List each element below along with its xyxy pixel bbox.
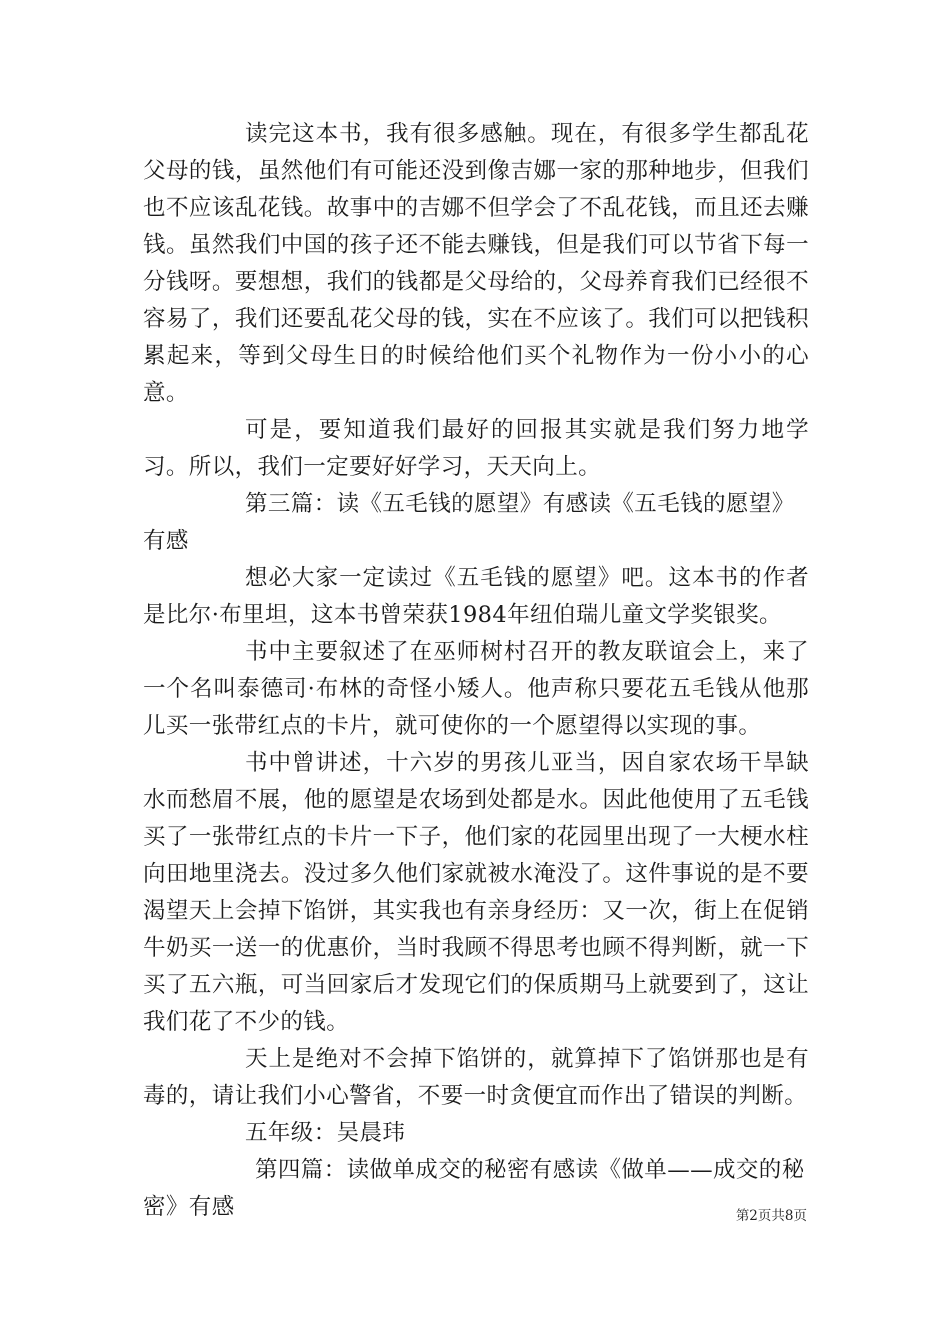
paragraph-lesson: 天上是绝对不会掉下馅饼的，就算掉下了馅饼那也是有毒的，请让我们小心警省，不要一时贪便宜而作出了错误的判断。 xyxy=(143,1046,809,1109)
paragraph-reflection: 读完这本书，我有很多感触。现在，有很多学生都乱花父母的钱，虽然他们有可能还没到像吉娜一家的那种地步，但我们也不应该乱花钱。故事中的吉娜不但学会了不乱花钱，而且还去赚钱。虽然我们中国的孩子还不能去赚钱，但是我们可以节省下每一分钱呀。要想想，我们的钱都是父母给的，父母养育我们已经很不容易了，我们还要乱花父母的钱，实在不应该了。我们可以把钱积累起来，等到父母生日的时候给他们买个礼物作为一份小小的心意。 xyxy=(143,121,809,406)
page-number: 第2页共8页 xyxy=(735,1208,807,1224)
paragraph-conclusion: 可是，要知道我们最好的回报其实就是我们努力地学习。所以，我们一定要好好学习，天天向上。 xyxy=(143,417,809,480)
section-heading-part-three: 第三篇：读《五毛钱的愿望》有感读《五毛钱的愿望》有感 xyxy=(143,491,795,554)
paragraph-plot-summary: 书中主要叙述了在巫师树村召开的教友联谊会上，来了一个名叫泰德司·布林的奇怪小矮人。他声称只要花五毛钱从他那儿买一张带红点的卡片，就可使你的一个愿望得以实现的事。 xyxy=(143,639,809,739)
paragraph-intro: 想必大家一定读过《五毛钱的愿望》吧。这本书的作者是比尔·布里坦，这本书曾荣获1984年纽伯瑞儿童文学奖银奖。 xyxy=(143,565,809,628)
document-body xyxy=(143,116,809,1226)
author-line: 五年级：吴晨玮 xyxy=(245,1120,406,1146)
section-heading-part-four: 第四篇：读做单成交的秘密有感读《做单——成交的秘密》有感 xyxy=(143,1157,805,1220)
paragraph-story-and-experience: 书中曾讲述，十六岁的男孩儿亚当，因自家农场干旱缺水而愁眉不展，他的愿望是农场到处都是水。因此他使用了五毛钱买了一张带红点的卡片一下子，他们家的花园里出现了一大梗水柱向田地里浇去。没过多久他们家就被水淹没了。这件事说的是不要渴望天上会掉下馅饼，其实我也有亲身经历：又一次，街上在促销牛奶买一送一的优惠价，当时我顾不得思考也顾不得判断，就一下买了五六瓶，可当回家后才发现它们的保质期马上就要到了，这让我们花了不少的钱。 xyxy=(143,750,809,1035)
